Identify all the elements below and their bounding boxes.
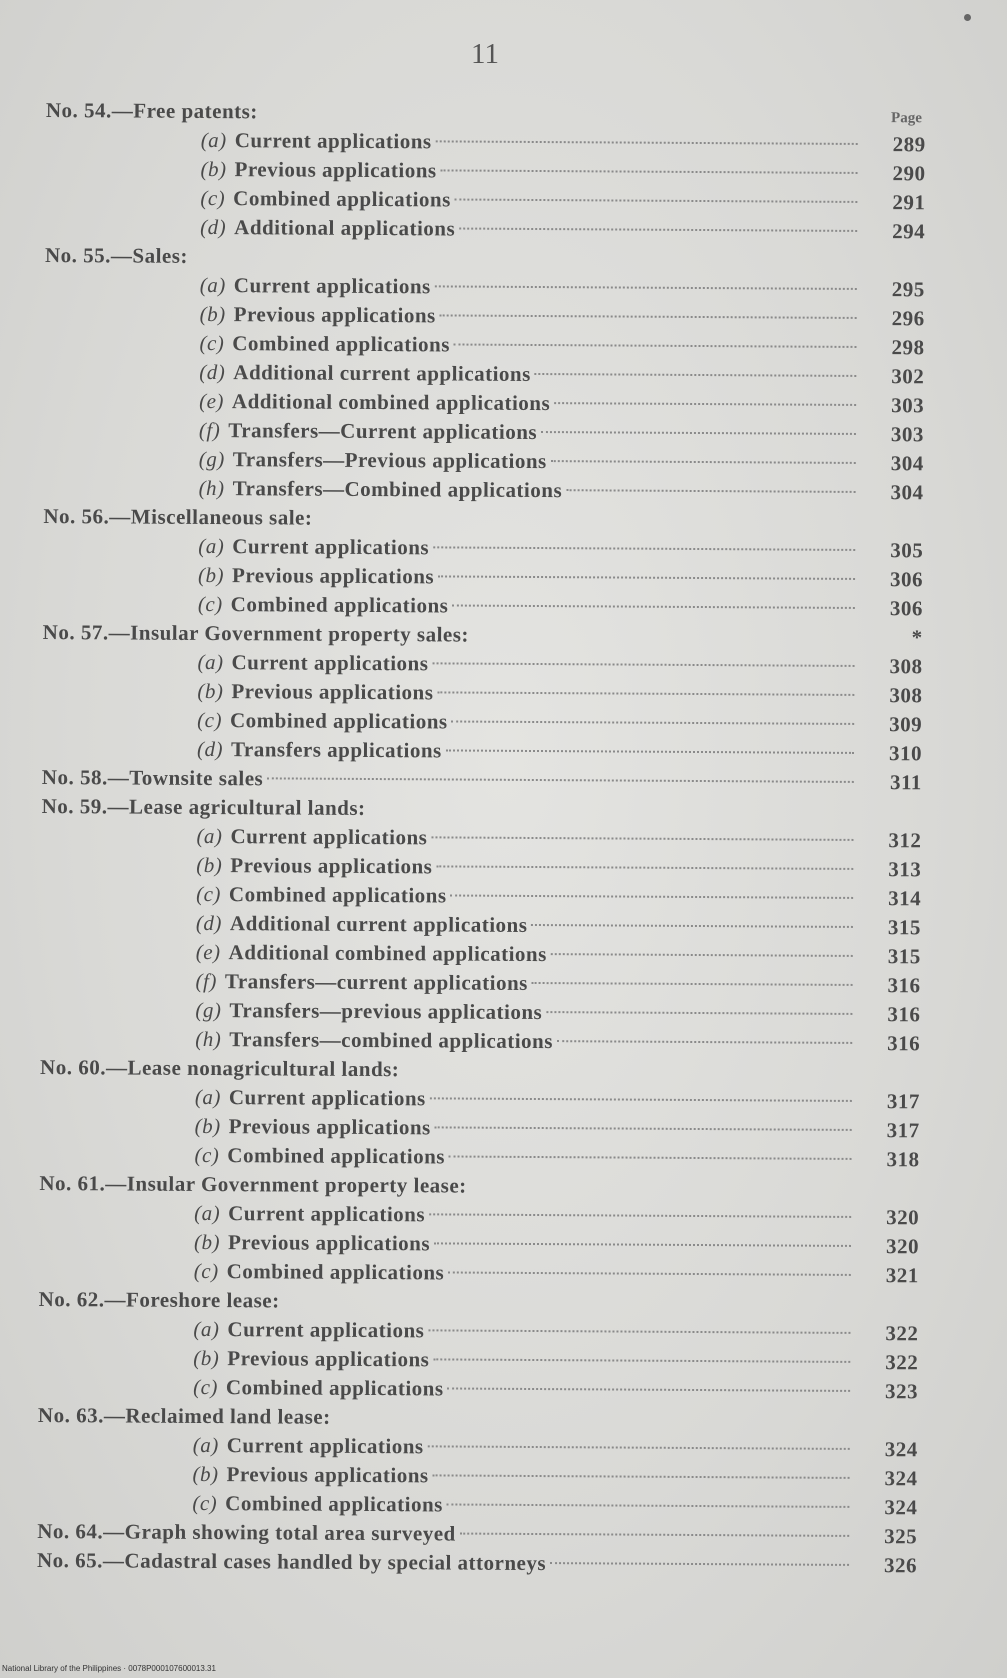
- dot-leader: [432, 660, 854, 667]
- entry-title: Additional current applications: [233, 360, 531, 386]
- page-ref: 318: [886, 1147, 920, 1172]
- dot-leader: [452, 718, 855, 724]
- page-ref: 309: [889, 712, 923, 737]
- entry-letter: (a): [196, 823, 223, 849]
- section-title: No. 65.—Cadastral cases handled by special attorneys: [36, 1547, 547, 1576]
- section-title: No. 59.—Lease agricultural lands:: [41, 793, 366, 820]
- dot-leader: [428, 1327, 850, 1334]
- entry-title: Current applications: [226, 1433, 424, 1459]
- dot-leader: [452, 602, 855, 608]
- page-ref: 324: [884, 1495, 918, 1520]
- section-title: No. 55.—Sales:: [44, 242, 189, 268]
- entry-title: Combined applications: [227, 1143, 446, 1169]
- dot-leader: [440, 312, 857, 319]
- entry-letter: (e): [199, 388, 225, 414]
- page-ref: 294: [892, 219, 926, 244]
- page-ref: 326: [883, 1553, 918, 1578]
- dot-leader: [566, 487, 855, 493]
- dot-leader: [546, 1009, 852, 1015]
- entry-letter: (d): [200, 214, 227, 240]
- entry-title: Previous applications: [227, 1230, 431, 1256]
- section-title: No. 63.—Reclaimed land lease:: [37, 1402, 331, 1429]
- entry-letter: (c): [197, 707, 223, 733]
- entry-title: Transfers—combined applications: [229, 1027, 554, 1054]
- page-column-label: Page: [891, 110, 922, 127]
- entry-letter: (g): [195, 997, 222, 1023]
- entry-title: Transfers—Current applications: [228, 418, 538, 445]
- entry-title: Transfers—Combined applications: [232, 476, 563, 503]
- section-title: No. 60.—Lease nonagricultural lands:: [39, 1054, 400, 1082]
- dot-leader: [435, 283, 857, 290]
- dot-leader: [550, 1560, 849, 1566]
- page-ref: 295: [891, 277, 925, 302]
- page-ref: 324: [884, 1466, 918, 1491]
- entry-title: Additional applications: [234, 215, 456, 241]
- entry-letter: (c): [194, 1142, 220, 1168]
- entry-title: Combined applications: [226, 1259, 445, 1285]
- dot-leader: [554, 400, 856, 406]
- page-ref: 308: [889, 683, 923, 708]
- dot-leader: [428, 1443, 850, 1450]
- entry-letter: (d): [195, 910, 223, 936]
- page-ref: 315: [887, 944, 921, 969]
- dot-leader: [431, 834, 853, 841]
- dot-leader: [434, 1240, 851, 1247]
- section-title: No. 64.—Graph showing total area surveyed: [37, 1518, 456, 1546]
- dot-leader: [454, 341, 857, 347]
- entry-letter: (a): [193, 1316, 220, 1342]
- dot-leader: [192, 255, 857, 261]
- entry-letter: (b): [194, 1113, 221, 1139]
- page-ref: 303: [891, 393, 925, 418]
- entry-letter: (b): [197, 678, 224, 704]
- table-of-contents: [37, 96, 936, 1580]
- entry-letter: (b): [199, 301, 226, 327]
- dot-leader: [455, 196, 858, 202]
- entry-title: Combined applications: [225, 1375, 444, 1401]
- page-ref: 289: [892, 132, 926, 157]
- dot-leader: [541, 429, 856, 435]
- entry-title: Combined applications: [233, 186, 451, 212]
- page-ref: 302: [891, 364, 925, 389]
- entry-letter: (e): [195, 939, 221, 965]
- section-title: No. 56.—Miscellaneous sale:: [43, 503, 313, 530]
- entry-title: Additional combined applications: [231, 389, 551, 416]
- entry-title: Current applications: [227, 1317, 425, 1343]
- entry-title: Current applications: [234, 128, 432, 154]
- entry-title: Previous applications: [233, 302, 436, 328]
- dot-leader: [473, 634, 855, 638]
- dot-leader: [449, 1153, 852, 1159]
- entry-title: Previous applications: [231, 679, 434, 705]
- page-ref: 306: [889, 596, 923, 621]
- dot-leader: [436, 863, 853, 870]
- page-ref: *: [911, 625, 923, 650]
- entry-title: Combined applications: [225, 1491, 443, 1517]
- page-ref: 325: [884, 1524, 918, 1549]
- entry-title: Combined applications: [230, 592, 449, 618]
- page-ref: 291: [892, 190, 926, 215]
- dot-leader: [451, 892, 854, 898]
- section-title: No. 58.—Townsite sales: [41, 764, 264, 791]
- dot-leader: [316, 517, 855, 522]
- page-ref: 313: [888, 857, 922, 882]
- entry-title: Transfers—Previous applications: [232, 447, 547, 474]
- entry-title: Combined applications: [228, 882, 447, 908]
- dot-leader: [441, 167, 858, 174]
- entry-title: Current applications: [231, 650, 429, 676]
- entry-letter: (h): [195, 1026, 222, 1052]
- entry-letter: (a): [198, 533, 225, 559]
- entry-title: Previous applications: [227, 1346, 430, 1372]
- ink-spot: [964, 14, 971, 21]
- page-ref: 312: [888, 828, 922, 853]
- entry-title: Previous applications: [226, 1462, 429, 1488]
- dot-leader: [267, 775, 854, 783]
- toc-heading: [37, 1546, 927, 1580]
- section-title: No. 62.—Foreshore lease:: [38, 1286, 280, 1313]
- page-ref: 320: [885, 1234, 920, 1259]
- page-ref: 314: [888, 886, 922, 911]
- entry-title: Additional combined applications: [228, 940, 547, 967]
- page-ref: 304: [890, 480, 924, 505]
- dot-leader: [535, 371, 857, 377]
- entry-title: Current applications: [230, 824, 428, 850]
- entry-letter: (b): [200, 156, 227, 182]
- dot-leader: [447, 1501, 850, 1507]
- page-ref: 311: [889, 770, 922, 795]
- dot-leader: [532, 980, 853, 986]
- section-title: No. 54.—Free patents:: [45, 97, 258, 124]
- entry-title: Current applications: [228, 1085, 426, 1111]
- page-ref: 324: [884, 1437, 918, 1462]
- dot-leader: [448, 1269, 851, 1275]
- dot-leader: [430, 1095, 852, 1102]
- page-ref: 317: [886, 1118, 920, 1143]
- page-ref: 323: [885, 1379, 919, 1404]
- entry-letter: (f): [195, 968, 217, 994]
- page-ref: 290: [892, 161, 926, 186]
- entry-title: Transfers applications: [230, 737, 442, 763]
- dot-leader: [437, 689, 854, 696]
- page-ref: 304: [890, 451, 924, 476]
- page-ref: 306: [889, 567, 924, 592]
- entry-letter: (d): [196, 736, 224, 762]
- dot-leader: [460, 1531, 849, 1537]
- page-ref: 303: [890, 422, 925, 447]
- toc-entry-line: [37, 1546, 927, 1580]
- dot-leader: [433, 1472, 850, 1479]
- dot-leader: [403, 1068, 852, 1073]
- entry-letter: (b): [192, 1461, 219, 1487]
- entry-letter: (a): [192, 1432, 219, 1458]
- dot-leader: [262, 110, 858, 116]
- dot-leader: [435, 1124, 852, 1131]
- page-ref: 298: [891, 335, 925, 360]
- entry-letter: (c): [192, 1490, 218, 1516]
- entry-title: Current applications: [228, 1201, 426, 1227]
- entry-letter: (c): [200, 185, 226, 211]
- dot-leader: [531, 922, 853, 928]
- entry-letter: (f): [198, 417, 221, 443]
- page-number: 11: [471, 38, 499, 70]
- page-ref: 316: [887, 973, 921, 998]
- page-ref: 316: [887, 1002, 921, 1027]
- entry-letter: (a): [199, 272, 226, 298]
- page-ref: 315: [887, 915, 922, 940]
- entry-title: Additional current applications: [229, 911, 528, 937]
- entry-letter: (b): [193, 1229, 221, 1255]
- entry-title: Previous applications: [234, 157, 437, 183]
- page-ref: 296: [891, 306, 925, 331]
- dot-leader: [551, 458, 856, 464]
- entry-letter: (c): [193, 1258, 219, 1284]
- dot-leader: [436, 138, 858, 145]
- entry-letter: (b): [196, 852, 223, 878]
- dot-leader: [284, 1299, 851, 1304]
- entry-title: Previous applications: [232, 563, 435, 589]
- entry-letter: (c): [199, 330, 225, 356]
- entry-letter: (c): [196, 881, 222, 907]
- entry-letter: (a): [194, 1084, 221, 1110]
- entry-title: Combined applications: [229, 708, 448, 734]
- dot-leader: [551, 951, 853, 957]
- dot-leader: [557, 1038, 852, 1044]
- entry-title: Transfers—current applications: [224, 969, 528, 995]
- page-ref: 310: [888, 741, 923, 766]
- dot-leader: [429, 1211, 851, 1218]
- page-ref: 317: [886, 1089, 920, 1114]
- entry-letter: (a): [197, 649, 224, 675]
- entry-letter: (g): [198, 446, 225, 472]
- dot-leader: [335, 1416, 850, 1421]
- entry-title: Combined applications: [232, 331, 451, 357]
- entry-letter: (b): [198, 562, 225, 588]
- page-ref: 305: [890, 538, 924, 563]
- dot-leader: [433, 1356, 850, 1363]
- entry-title: Previous applications: [228, 1114, 431, 1140]
- entry-letter: (d): [199, 359, 226, 385]
- footer-credit: National Library of the Philippines · 0078P000107600013.31: [2, 1664, 216, 1673]
- page-ref: 322: [885, 1350, 919, 1375]
- page-ref: 321: [885, 1263, 919, 1288]
- entry-letter: (c): [193, 1374, 219, 1400]
- entry-letter: (b): [193, 1345, 220, 1371]
- entry-letter: (c): [197, 591, 223, 617]
- dot-leader: [438, 573, 855, 580]
- entry-letter: (a): [194, 1200, 221, 1226]
- entry-title: Transfers—previous applications: [229, 998, 543, 1025]
- dot-leader: [370, 807, 854, 812]
- page-ref: 320: [886, 1205, 920, 1230]
- dot-leader: [446, 747, 854, 753]
- page-ref: 322: [885, 1321, 919, 1346]
- page-ref: 308: [889, 654, 923, 679]
- entry-title: Previous applications: [230, 853, 433, 879]
- dot-leader: [433, 544, 855, 551]
- entry-title: Current applications: [233, 273, 431, 299]
- dot-leader: [471, 1185, 852, 1189]
- section-title: No. 61.—Insular Government property lease:: [39, 1170, 467, 1198]
- dot-leader: [459, 226, 857, 232]
- section-title: No. 57.—Insular Government property sales:: [42, 619, 470, 647]
- entry-letter: (h): [198, 475, 225, 501]
- dot-leader: [448, 1385, 851, 1391]
- entry-letter: (a): [200, 127, 227, 153]
- page-ref: 316: [887, 1031, 921, 1056]
- entry-title: Current applications: [232, 534, 430, 560]
